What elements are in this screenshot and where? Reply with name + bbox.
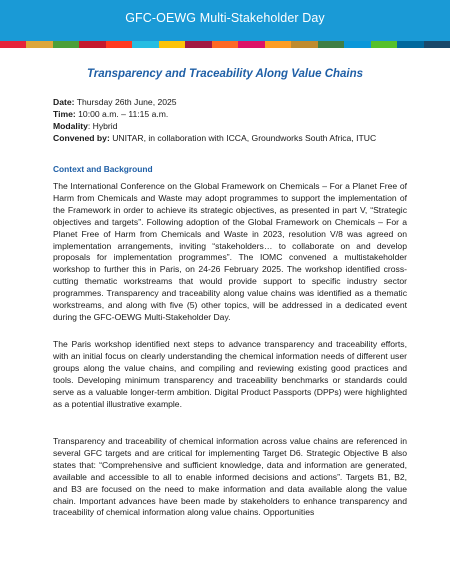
time-label: Time:: [53, 108, 76, 119]
date-line: [53, 97, 433, 109]
time-line: [53, 109, 433, 121]
header-title: GFC-OEWG Multi-Stakeholder Day: [125, 11, 325, 25]
color-strip-segment: [371, 41, 397, 48]
color-strip-segment: [53, 41, 79, 48]
color-strip-segment: [238, 41, 264, 48]
color-strip-segment: [291, 41, 317, 48]
document-title: Transparency and Traceability Along Value Chains: [86, 68, 364, 80]
color-strip-segment: [26, 41, 52, 48]
date-value: Thursday 26th June, 2025: [74, 97, 177, 107]
paragraph: The Paris workshop identified next steps to advance transparency and traceability efforts, with an initial focus on clearly understanding the chemical information needs of different user groups along the value chains, and compiling and reviewing existing good practices and tools. Developing minimum transparency and traceability benchmarks or standards could serve as a valuable longer-term ambition. Digital Product Passports (DPPs) were highlighted as a potential illustrative example.: [53, 339, 407, 409]
paragraph: The International Conference on the Global Framework on Chemicals – For a Planet Free of Harm from Chemicals and Waste may adopt programmes to support the implementation of the Framework in order to achieve its strategic objectives, as presented in part V, “Strategic objectives and targets”. Following adoption of the Global Framework on Chemicals – For a Planet Free of Harm from Chemicals and Waste in 2023, resolution V/8 was agreed on implementation arrangements, inviting “stakeholders… to collaborate on and develop proposals for implementation programmes”. The IOMC convened a multistakeholder workshop to further this in Paris, on 24-26 February 2025. The workshop identified cross-cutting thematic workstreams that would provide support to specific industry sector programmes. Transparency and traceability along value chains was identified as a thematic workstreams, and along with five (5) other topics, will be addressed in a dedicated event during the GFC-OEWG Multi-Stakeholder Day.: [53, 181, 407, 322]
color-strip-segment: [159, 41, 185, 48]
color-strip-segment: [318, 41, 344, 48]
convened-line: [53, 133, 433, 145]
color-strip-segment: [132, 41, 158, 48]
date-label: Date:: [53, 97, 75, 107]
convened-label: Convened by:: [53, 132, 110, 143]
color-strip-segment: [265, 41, 291, 48]
color-strip-segment: [344, 41, 370, 48]
color-strip-segment: [79, 41, 105, 48]
section-heading: Context and Background: [53, 164, 153, 174]
convened-value: UNITAR, in collaboration with ICCA, Groundworks South Africa, ITUC: [109, 132, 377, 143]
color-strip: [0, 41, 450, 48]
modality-label: Modality: [53, 120, 88, 131]
modality-line: [53, 121, 433, 133]
paragraph: Transparency and traceability of chemical information across value chains are referenced in several GFC targets and are critical for implementing Target D6. Strategic Objective B also states that: “Comprehensive and sufficient knowledge, data and information are generated, available and accessible to all to enable informed decisions and actions”. Targets B1, B2, and B3 are focused on the need to make information and data available along the value chain. Important advances have been made by stakeholders to enhance transparency and traceability of chemical information along value chains. Opportunities: [53, 436, 407, 518]
time-value: 10:00 a.m. – 11:15 a.m.: [75, 108, 169, 119]
modality-value: : Hybrid: [87, 120, 118, 131]
color-strip-segment: [397, 41, 423, 48]
event-details: [53, 97, 433, 145]
color-strip-segment: [424, 41, 450, 48]
color-strip-segment: [0, 41, 26, 48]
color-strip-segment: [185, 41, 211, 48]
color-strip-segment: [106, 41, 132, 48]
color-strip-segment: [212, 41, 238, 48]
